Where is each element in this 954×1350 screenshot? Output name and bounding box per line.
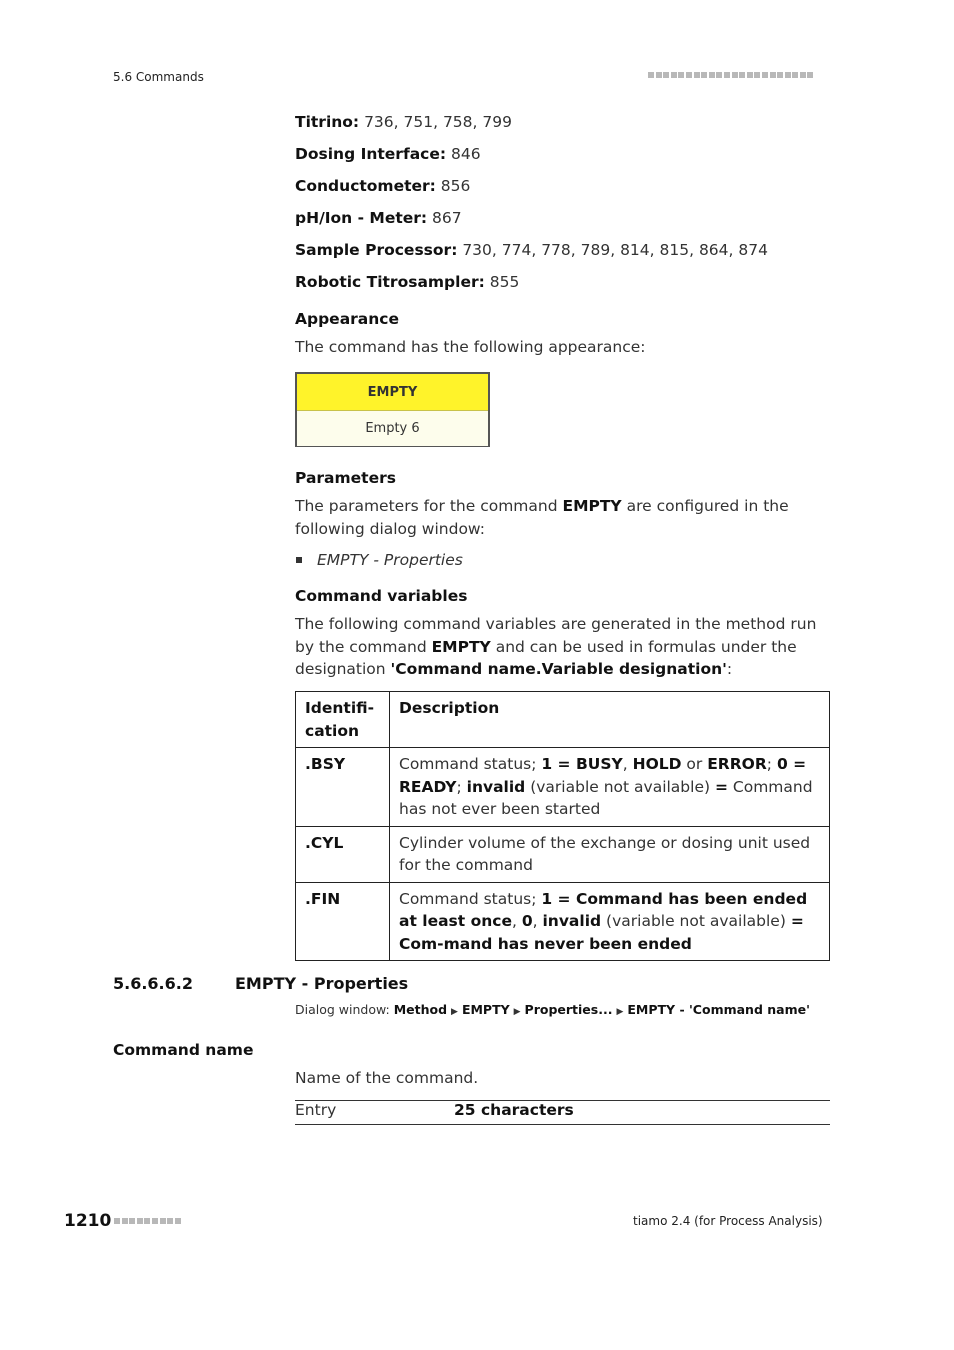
table-header-row (296, 692, 830, 748)
appearance-heading: Appearance (295, 310, 399, 328)
variable-id: .BSY (296, 748, 390, 827)
command-box-title: EMPTY (297, 374, 488, 411)
instrument-line: Sample Processor: 730, 774, 778, 789, 814, 815, 864, 874 (295, 241, 768, 259)
instrument-line: pH/Ion - Meter: 867 (295, 209, 462, 227)
variable-description: Command status; 1 = BUSY, HOLD or ERROR; 0 = READY; invalid (variable not available) = Command has not ever been started (390, 748, 830, 827)
table-row (296, 748, 830, 827)
command-name-heading: Command name (113, 1041, 254, 1059)
command-variables-text: The following command variables are generated in the method run by the command EMPTY and can be used in formulas under the designation 'Command name.Variable designation': (295, 615, 817, 678)
col-header-description: Description (390, 692, 830, 748)
page-number: 1210 (64, 1211, 112, 1231)
dialog-path: Dialog window: Method ▶ EMPTY ▶ Properties... ▶ EMPTY - 'Command name' (295, 1002, 810, 1017)
variable-id: .CYL (296, 826, 390, 882)
parameters-heading: Parameters (295, 469, 396, 487)
entry-label: Entry (295, 1101, 337, 1119)
instrument-line: Titrino: 736, 751, 758, 799 (295, 113, 512, 131)
parameters-link[interactable]: EMPTY - Properties (317, 551, 463, 569)
variable-description: Cylinder volume of the exchange or dosing unit used for the command (390, 826, 830, 882)
command-box-name: Empty 6 (297, 411, 488, 446)
command-name-text: Name of the command. (295, 1069, 479, 1087)
instrument-line: Dosing Interface: 846 (295, 145, 481, 163)
footer-product: tiamo 2.4 (for Process Analysis) (633, 1214, 823, 1228)
arrow-icon: ▶ (513, 1007, 521, 1017)
arrow-icon: ▶ (616, 1007, 624, 1017)
table-row (296, 826, 830, 882)
footer-decoration (114, 1218, 182, 1224)
header-decoration (648, 72, 815, 78)
variables-table (295, 691, 830, 961)
arrow-icon: ▶ (451, 1007, 458, 1017)
subsection-title: EMPTY - Properties (235, 974, 409, 993)
command-appearance-box (295, 372, 490, 447)
appearance-text: The command has the following appearance: (295, 338, 646, 356)
entry-value: 25 characters (454, 1101, 574, 1119)
table-row (296, 882, 830, 961)
variable-id: .FIN (296, 882, 390, 961)
bullet-icon (296, 557, 302, 563)
subsection-number: 5.6.6.6.2 (113, 974, 193, 993)
col-header-id: Identifi- cation (296, 692, 390, 748)
instrument-line: Robotic Titrosampler: 855 (295, 273, 520, 291)
divider (295, 1124, 830, 1125)
parameters-text: The parameters for the command EMPTY are configured in the following dialog window: (295, 497, 789, 538)
header-section: 5.6 Commands (113, 70, 204, 84)
command-variables-heading: Command variables (295, 587, 468, 605)
instrument-line: Conductometer: 856 (295, 177, 471, 195)
variable-description: Command status; 1 = Command has been ended at least once, 0, invalid (variable not available) = Com-mand has never been ended (390, 882, 830, 961)
